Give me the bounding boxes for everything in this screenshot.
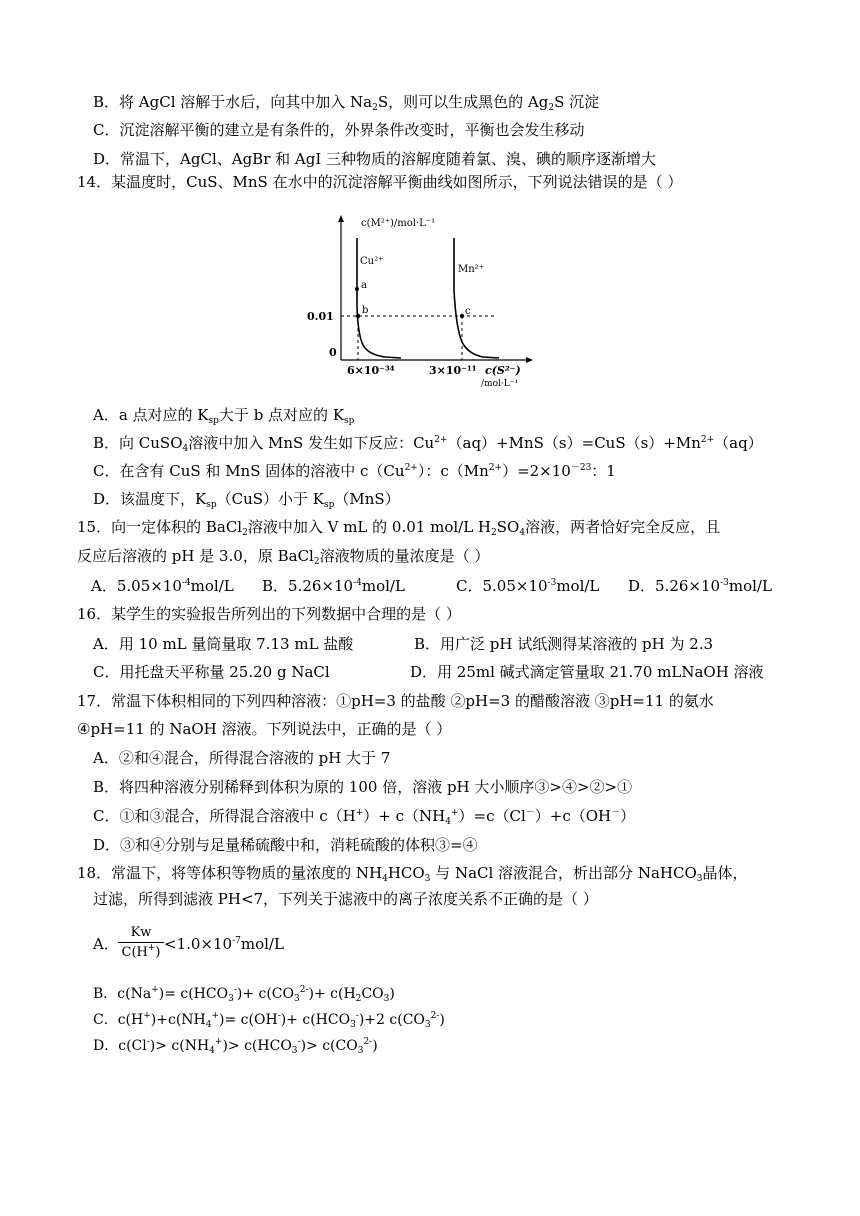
q14-option-b: B．向 CuSO$_4$溶液中加入 MnS 发生如下反应：$Cu^{2+}(aq)+MnS(s)=CuS(s)+Mn^{2+}(aq)$ (93, 434, 763, 454)
q18-stem-line2: 过滤，所得到滤液 PH<7，下列关于滤液中的离子浓度关系不正确的是（ ） (93, 890, 598, 908)
q16-option-a: A．用 10 mL 量筒量取 7.13 mL 盐酸 (93, 635, 354, 653)
point-a-label: a (361, 280, 367, 291)
y-tick-label: 0.01 (307, 310, 334, 323)
q18-option-a-fraction (118, 925, 164, 960)
q15-stem-line1: 15．向一定体积的 BaCl$_2$溶液中加入 V mL 的 0.01 mol/L $H_2SO_4$溶液，两者恰好完全反应，且 (77, 518, 721, 538)
q17-option-d: D．③和④分别与足量稀硫酸中和，消耗硫酸的体积③=④ (93, 836, 478, 854)
q17-option-b: B．将四种溶液分别稀释到体积为原的 100 倍，溶液 pH 大小顺序③>④>②>① (93, 778, 633, 796)
fraction-numerator: Kw (118, 925, 164, 943)
x-axis-label: c(S²⁻) (485, 364, 521, 377)
mn-curve (454, 238, 499, 358)
point-a (355, 287, 359, 291)
solubility-graph (305, 210, 545, 388)
x-tick-mn-label: 3×10⁻¹¹ (429, 364, 477, 377)
q18-option-b: B．$c(Na^+)= c(HCO_3^-)+ c(CO_3^{2-})+ c(H_2CO_3)$ (93, 985, 395, 1004)
q18-option-a-value: $<1.0\times 10^{-7}mol/L$ (164, 935, 284, 953)
mn-curve-label: Mn²⁺ (458, 264, 484, 275)
q14-option-a: A．a 点对应的 $K_{sp}$大于 b 点对应的 $K_{sp}$ (93, 406, 355, 426)
q16-option-d: D．用 25ml 碱式滴定管量取 21.70 mLNaOH 溶液 (410, 663, 764, 681)
q15-option-d: D．$5.26\times 10^{-3}mol/L$ (628, 577, 772, 595)
origin-label: 0 (329, 346, 337, 359)
q14-option-c: C．在含有 CuS 和 MnS 固体的溶液中 $c(Cu^{2+})$：$c(Mn^{2+})=2\times 10^{-23}$：1 (93, 462, 616, 480)
x-axis-unit: /mol·L⁻¹ (481, 379, 519, 388)
q14-stem: 14．某温度时，CuS、MnS 在水中的沉淀溶解平衡曲线如图所示，下列说法错误的是（ ） (77, 173, 683, 191)
q18-stem-line1: 18．常温下，将等体积等物质的量浓度的 $NH_4HCO_3$ 与 NaCl 溶液混合，析出部分 NaHCO$_3$晶体， (77, 864, 748, 884)
q14-option-d: D．该温度下，$K_{sp}(CuS)$小于 $K_{sp}(MnS)$ (93, 490, 400, 510)
q13-option-b: B．将 AgCl 溶解于水后，向其中加入 $Na_2S$，则可以生成黑色的 $Ag_2S$ 沉淀 (93, 93, 600, 113)
q18-option-a-label: A． (93, 935, 119, 953)
q15-option-b: B．$5.26\times 10^{-4}mol/L$ (262, 577, 405, 595)
q17-option-c: C．①和③混合，所得混合溶液中 $c(H^+)+ c(NH_4^+)=c(Cl^-)+c(OH^-)$ (93, 807, 636, 827)
fraction-denominator: C(H+) (121, 943, 161, 960)
q18-option-d: D．$c(Cl^-)> c(NH_4^+)> c(HCO_3^-)> c(CO_3^{2-})$ (93, 1037, 378, 1056)
y-axis-arrow (338, 215, 344, 222)
q15-stem-line2: 反应后溶液的 pH 是 3.0，原 BaCl$_2$溶液物质的量浓度是（ ） (77, 547, 490, 567)
q16-option-b: B．用广泛 pH 试纸测得某溶液的 pH 为 2.3 (414, 635, 714, 653)
q17-stem-line2: ④pH=11 的 NaOH 溶液。下列说法中，正确的是（ ） (77, 720, 452, 738)
cu-curve-label: Cu²⁺ (360, 256, 384, 267)
y-axis-label: c(M²⁺)/mol·L⁻¹ (361, 218, 436, 229)
point-c-label: c (465, 306, 471, 317)
point-c (460, 314, 464, 318)
q16-option-c: C．用托盘天平称量 25.20 g NaCl (93, 663, 330, 681)
q13-option-c: C．沉淀溶解平衡的建立是有条件的，外界条件改变时，平衡也会发生移动 (93, 121, 585, 139)
x-tick-cu-label: 6×10⁻³⁴ (347, 364, 395, 377)
q17-option-a: A．②和④混合，所得混合溶液的 pH 大于 7 (93, 749, 391, 767)
q15-option-c: C．$5.05\times 10^{-3}mol/L$ (456, 577, 600, 595)
point-b-label: b (362, 305, 369, 316)
q15-option-a: A．$5.05\times 10^{-4}mol/L$ (91, 577, 234, 595)
q18-option-c: C．$c(H^+)+c(NH_4^+)= c(OH^-)+ c(HCO_3^-)+2$ $c(CO_3^{2-})$ (93, 1011, 445, 1030)
q16-stem: 16．某学生的实验报告所列出的下列数据中合理的是（ ） (77, 605, 461, 623)
x-axis-arrow (526, 357, 533, 363)
point-b (356, 314, 360, 318)
q13-option-d: D．常温下，AgCl、AgBr 和 AgI 三种物质的溶解度随着氯、溴、碘的顺序逐渐增大 (93, 150, 657, 168)
q17-stem-line1: 17．常温下体积相同的下列四种溶液：①pH=3 的盐酸 ②pH=3 的醋酸溶液 ③pH=11 的氨水 (77, 692, 714, 710)
